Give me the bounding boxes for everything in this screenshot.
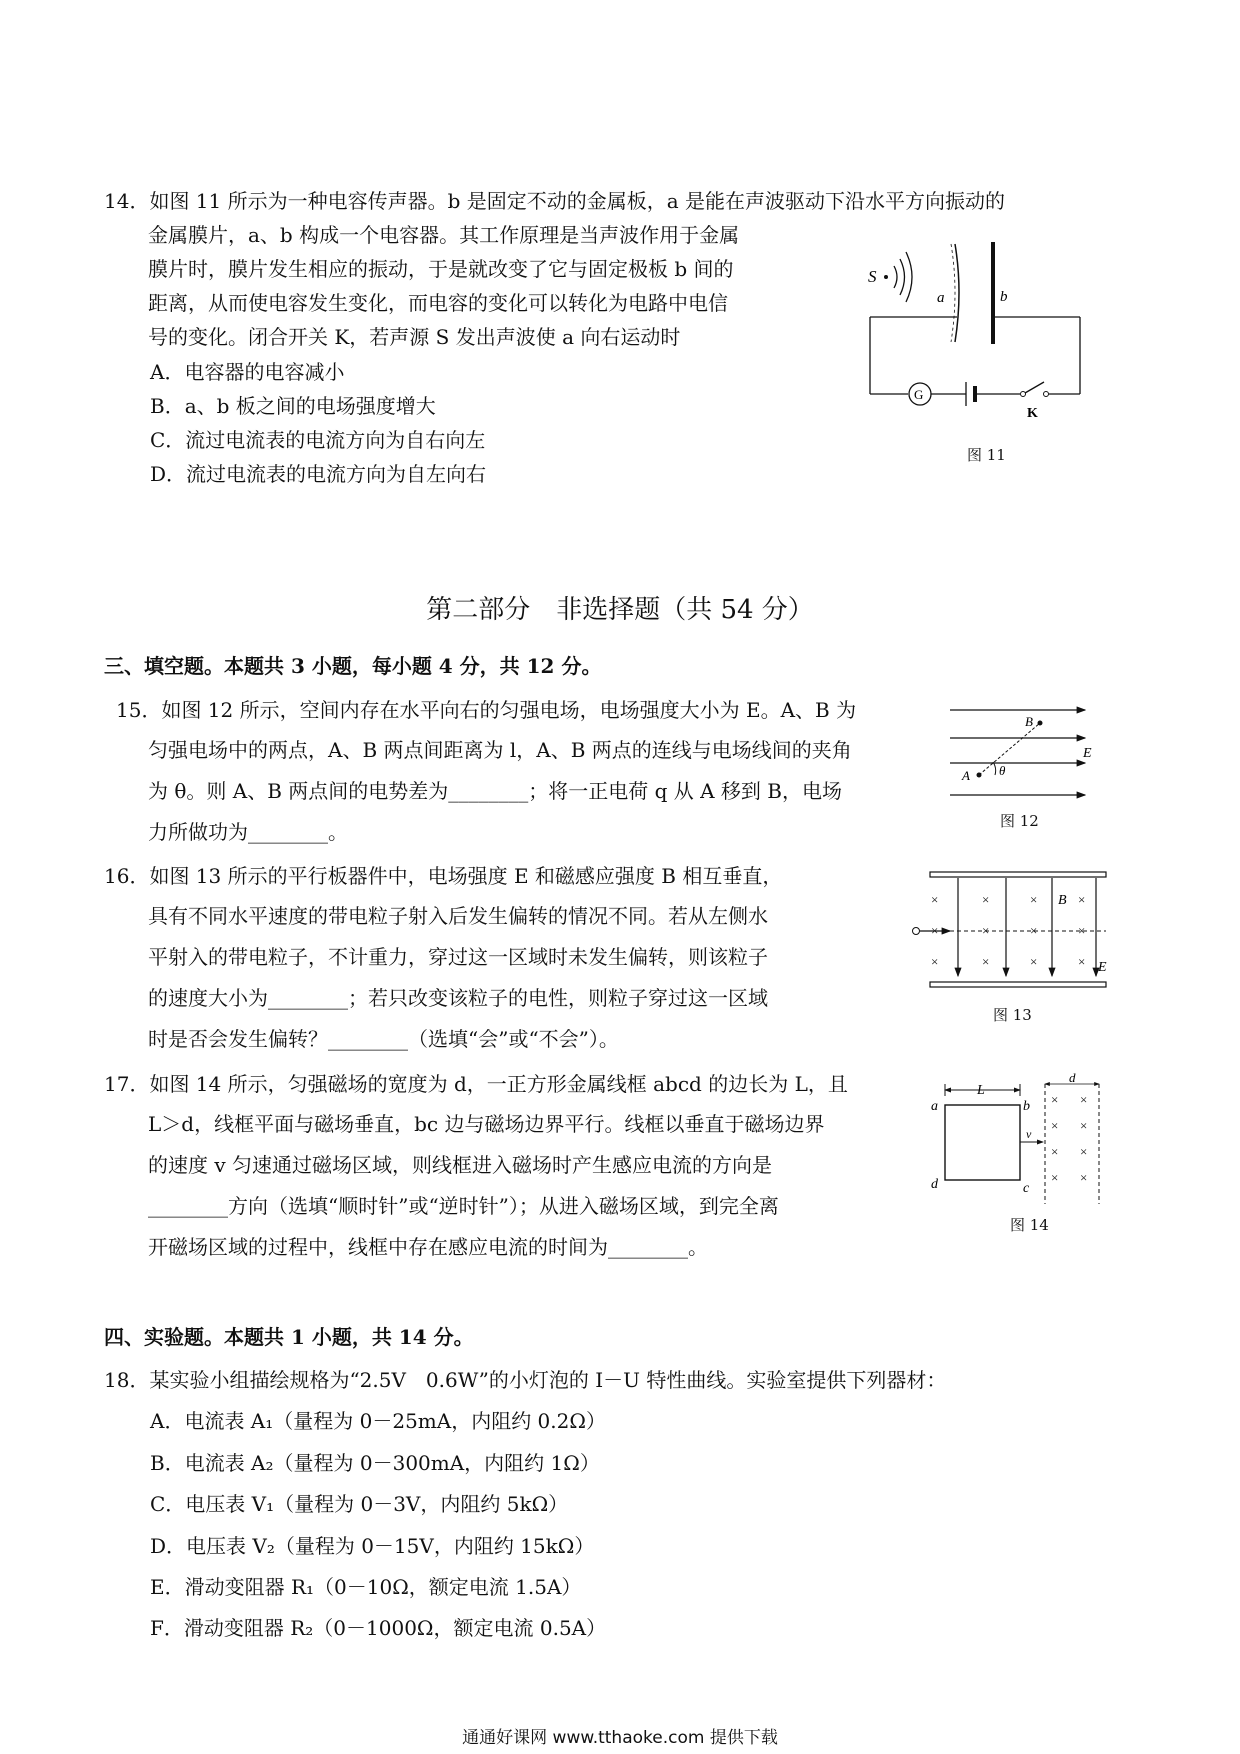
svg-text:×: ×	[982, 954, 990, 969]
svg-text:×: ×	[1078, 954, 1086, 969]
figure-12-uniform-field	[945, 700, 1095, 805]
fig12-label-b: B	[1025, 714, 1033, 729]
svg-text:×: ×	[1051, 1144, 1059, 1159]
svg-text:×: ×	[982, 923, 990, 938]
q17-line-2: L＞d，线框平面与磁场垂直，bc 边与磁场边界平行。线框以垂直于磁场边界	[148, 1112, 825, 1136]
svg-text:×: ×	[931, 954, 939, 969]
q16-line-4: 的速度大小为________；若只改变该粒子的电性，则粒子穿过这一区域	[148, 986, 768, 1010]
fig14-label-b: b	[1023, 1099, 1030, 1114]
q14-option-a: A．电容器的电容减小	[150, 360, 345, 384]
q14-line-4: 距离，从而使电容发生变化，而电容的变化可以转化为电路中电信	[148, 291, 728, 315]
q14-option-b: B．a、b 板之间的电场强度增大	[150, 394, 436, 418]
figure-13-velocity-selector	[910, 868, 1110, 993]
q17-line-4: ________方向（选填“顺时针”或“逆时针”）；从进入磁场区域，到完全离	[148, 1194, 779, 1218]
fig11-label-k: K	[1027, 406, 1038, 421]
svg-text:×: ×	[1030, 923, 1038, 938]
q15-line-2: 匀强电场中的两点，A、B 两点间距离为 l，A、B 两点的连线与电场线间的夹角	[148, 738, 852, 762]
fig12-label-theta: θ	[999, 763, 1006, 778]
fig11-label-s: S	[868, 267, 877, 286]
q18-option-b: B．电流表 A₂（量程为 0－300mA，内阻约 1Ω）	[150, 1451, 600, 1475]
fig11-label-a: a	[937, 290, 945, 306]
fig12-label-a: A	[962, 768, 970, 783]
q18-option-f: F．滑动变阻器 R₂（0－1000Ω，额定电流 0.5A）	[150, 1616, 607, 1640]
q14-line-2: 金属膜片，a、b 构成一个电容器。其工作原理是当声波作用于金属	[148, 223, 740, 247]
section-three-heading: 三、填空题。本题共 3 小题，每小题 4 分，共 12 分。	[104, 654, 602, 678]
q18-option-a: A．电流表 A₁（量程为 0－25mA，内阻约 0.2Ω）	[150, 1409, 606, 1433]
fig14-label-width-d: d	[1069, 1072, 1076, 1085]
svg-text:×: ×	[1030, 954, 1038, 969]
fig14-label-l: L	[977, 1083, 985, 1098]
q14-line-3: 膜片时，膜片发生相应的振动，于是就改变了它与固定极板 b 间的	[148, 257, 734, 281]
q14-line-5: 号的变化。闭合开关 K，若声源 S 发出声波使 a 向右运动时	[148, 325, 681, 349]
section-four-heading: 四、实验题。本题共 1 小题，共 14 分。	[104, 1325, 474, 1349]
svg-text:×: ×	[1080, 1118, 1088, 1133]
fig12-caption: 图 12	[1000, 812, 1039, 830]
q17-line-5: 开磁场区域的过程中，线框中存在感应电流的时间为________。	[148, 1235, 708, 1259]
fig14-caption: 图 14	[1010, 1216, 1049, 1234]
svg-text:×: ×	[982, 892, 990, 907]
svg-text:×: ×	[1080, 1170, 1088, 1185]
fig12-label-e: E	[1083, 746, 1092, 761]
fig14-label-v: v	[1026, 1127, 1032, 1141]
q14-option-d: D．流过电流表的电流方向为自左向右	[150, 462, 487, 486]
fig13-label-b: B	[1058, 893, 1067, 908]
q15-line-4: 力所做功为________。	[148, 820, 348, 844]
figure-14-loop-field	[925, 1072, 1115, 1212]
q18-intro: 18．某实验小组描绘规格为“2.5V 0.6W”的小灯泡的 I－U 特性曲线。实验室提供下列器材：	[104, 1368, 947, 1392]
fig11-label-g: G	[914, 387, 924, 402]
fig11-label-b: b	[1000, 289, 1008, 305]
figure-11-capacitor-microphone	[860, 232, 1100, 472]
q16-line-1: 16．如图 13 所示的平行板器件中，电场强度 E 和磁感应强度 B 相互垂直，	[104, 864, 783, 888]
q15-line-1: 15．如图 12 所示，空间内存在水平向右的匀强电场，电场强度大小为 E。A、B 为	[116, 698, 857, 722]
fig14-label-c: c	[1023, 1181, 1030, 1196]
svg-text:×: ×	[1030, 892, 1038, 907]
q17-line-3: 的速度 v 匀速通过磁场区域，则线框进入磁场时产生感应电流的方向是	[148, 1153, 773, 1177]
footer-watermark: 通通好课网 www.tthaoke.com 提供下载	[462, 1728, 778, 1748]
svg-text:×: ×	[1051, 1118, 1059, 1133]
svg-text:×: ×	[1080, 1144, 1088, 1159]
fig13-label-e: E	[1098, 960, 1107, 975]
q16-line-2: 具有不同水平速度的带电粒子射入后发生偏转的情况不同。若从左侧水	[148, 904, 768, 928]
svg-text:×: ×	[1051, 1092, 1059, 1107]
svg-text:×: ×	[931, 923, 939, 938]
part-two-heading: 第二部分 非选择题（共 54 分）	[426, 595, 814, 625]
q17-line-1: 17．如图 14 所示，匀强磁场的宽度为 d，一正方形金属线框 abcd 的边长为 L，且	[104, 1072, 848, 1096]
fig13-caption: 图 13	[993, 1006, 1032, 1024]
svg-text:×: ×	[1078, 892, 1086, 907]
fig14-label-a: a	[931, 1099, 938, 1114]
svg-text:×: ×	[1051, 1170, 1059, 1185]
q14-line-1: 14．如图 11 所示为一种电容传声器。b 是固定不动的金属板，a 是能在声波驱动下沿水平方向振动的	[104, 189, 1006, 213]
fig11-caption: 图 11	[967, 446, 1006, 464]
q18-option-d: D．电压表 V₂（量程为 0－15V，内阻约 15kΩ）	[150, 1534, 595, 1558]
q18-option-c: C．电压表 V₁（量程为 0－3V，内阻约 5kΩ）	[150, 1492, 569, 1516]
q18-option-e: E．滑动变阻器 R₁（0－10Ω，额定电流 1.5A）	[150, 1575, 582, 1599]
q16-line-5: 时是否会发生偏转？________（选填“会”或“不会”）。	[148, 1027, 619, 1051]
q14-option-c: C．流过电流表的电流方向为自右向左	[150, 428, 486, 452]
q16-line-3: 平射入的带电粒子，不计重力，穿过这一区域时未发生偏转，则该粒子	[148, 945, 768, 969]
fig14-label-d: d	[931, 1177, 938, 1192]
svg-text:×: ×	[1078, 923, 1086, 938]
svg-text:×: ×	[1080, 1092, 1088, 1107]
svg-text:×: ×	[931, 892, 939, 907]
q15-line-3: 为 θ。则 A、B 两点间的电势差为________；将一正电荷 q 从 A 移到 B，电场	[148, 779, 842, 803]
